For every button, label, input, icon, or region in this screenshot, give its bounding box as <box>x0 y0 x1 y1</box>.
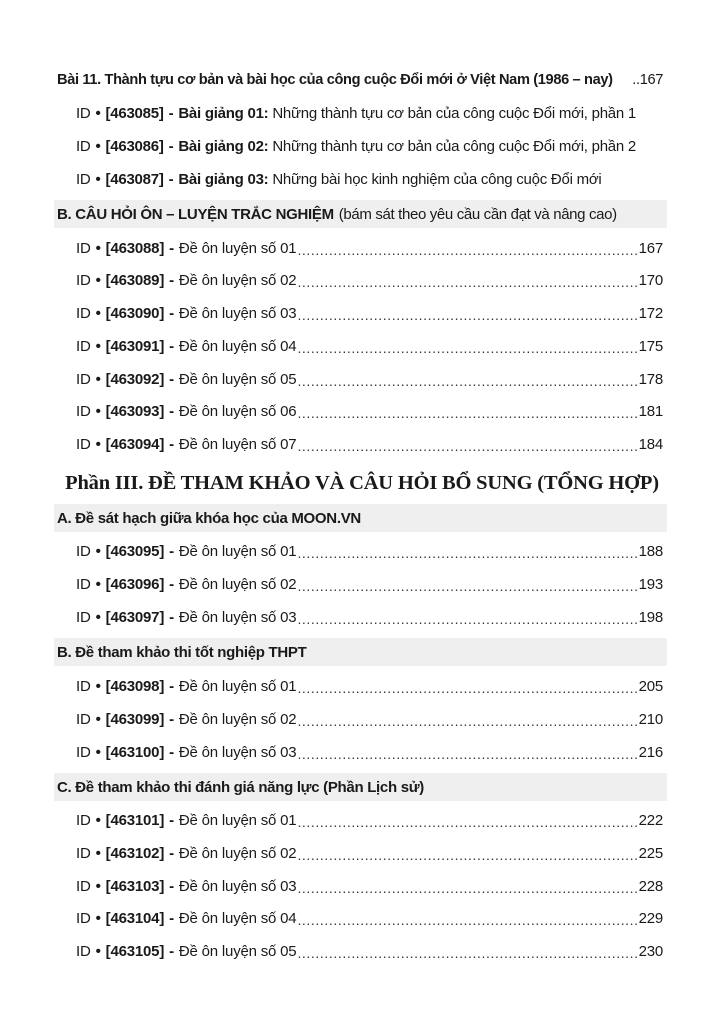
page-number: 230 <box>638 942 663 960</box>
toc-entry[interactable] <box>76 937 663 965</box>
dot-leader <box>297 814 637 829</box>
entry-title: Đề ôn luyện số 02 <box>178 575 297 593</box>
id-label: ID <box>76 304 91 322</box>
entry-title: Đề ôn luyện số 03 <box>178 608 297 626</box>
entry-id: [463105] <box>105 942 165 960</box>
page-number: 188 <box>638 542 663 560</box>
page-number: 170 <box>638 271 663 289</box>
bullet-icon: • <box>95 370 101 388</box>
lecture-id: [463086] <box>105 137 164 155</box>
id-label: ID <box>76 877 91 895</box>
separator-dash: - <box>169 239 174 257</box>
separator-dash: - <box>169 271 174 289</box>
entry-title: Đề ôn luyện số 05 <box>178 942 297 960</box>
id-label: ID <box>76 370 91 388</box>
separator-dash: - <box>169 811 174 829</box>
section-title: B. Đề tham khảo thi tốt nghiệp THPT <box>57 643 307 661</box>
page-number: 228 <box>638 877 663 895</box>
page-number: 181 <box>638 402 663 420</box>
entry-title: Đề ôn luyện số 01 <box>178 811 297 829</box>
section-title: C. Đề tham khảo thi đánh giá năng lực (Phần Lịch sử) <box>57 778 424 796</box>
id-label: ID <box>76 942 91 960</box>
entry-title: Đề ôn luyện số 02 <box>178 844 297 862</box>
page-number: 225 <box>638 844 663 862</box>
entry-id: [463093] <box>105 402 165 420</box>
section-title: A. Đề sát hạch giữa khóa học của MOON.VN <box>57 509 361 527</box>
entry-title: Đề ôn luyện số 04 <box>178 337 297 355</box>
entry-title: Đề ôn luyện số 01 <box>178 677 297 695</box>
lecture-id: [463087] <box>105 170 164 188</box>
entry-title: Đề ôn luyện số 04 <box>178 909 297 927</box>
toc-entry[interactable] <box>76 299 663 327</box>
page-number: 178 <box>638 370 663 388</box>
separator-dash: - <box>169 435 174 453</box>
id-label: ID <box>76 811 91 829</box>
separator-dash: - <box>169 575 174 593</box>
lecture-entry[interactable] <box>76 165 666 193</box>
separator-dash: - <box>169 844 174 862</box>
bullet-icon: • <box>95 271 101 289</box>
toc-entry[interactable] <box>76 806 663 834</box>
entry-id: [463098] <box>105 677 165 695</box>
id-label: ID <box>76 575 91 593</box>
entry-title: Đề ôn luyện số 02 <box>178 710 297 728</box>
id-label: ID <box>76 402 91 420</box>
entry-id: [463101] <box>105 811 165 829</box>
section-subtitle: (bám sát theo yêu cầu cần đạt và nâng cao) <box>338 205 617 223</box>
dot-leader <box>297 438 637 453</box>
toc-entry[interactable] <box>76 872 663 900</box>
dot-leader <box>297 611 637 626</box>
id-label: ID <box>76 608 91 626</box>
entry-id: [463099] <box>105 710 165 728</box>
dot-leader <box>297 912 637 927</box>
bullet-icon: • <box>95 677 101 695</box>
entry-title: Đề ôn luyện số 01 <box>178 542 297 560</box>
id-label: ID <box>76 677 91 695</box>
part3-section-c-header <box>54 773 667 801</box>
id-label: ID <box>76 710 91 728</box>
lecture-text: Những thành tựu cơ bản của công cuộc Đổi mới, phần 1 <box>272 104 636 122</box>
page-number: 167 <box>638 239 663 257</box>
page-number: 198 <box>638 608 663 626</box>
dot-leader <box>297 578 637 593</box>
dot-leader <box>297 545 637 560</box>
id-label: ID <box>76 844 91 862</box>
separator-dash: - <box>169 677 174 695</box>
bullet-icon: • <box>95 743 101 761</box>
toc-entry[interactable] <box>76 234 663 262</box>
entry-id: [463103] <box>105 877 165 895</box>
entry-id: [463088] <box>105 239 165 257</box>
bullet-icon: • <box>95 170 101 188</box>
dot-leader <box>297 945 637 960</box>
lecture-id: [463085] <box>105 104 164 122</box>
page-number: 216 <box>638 743 663 761</box>
bullet-icon: • <box>95 542 101 560</box>
bullet-icon: • <box>95 239 101 257</box>
dot-leader <box>297 847 637 862</box>
id-label: ID <box>76 542 91 560</box>
toc-entry[interactable] <box>76 570 663 598</box>
bullet-icon: • <box>95 844 101 862</box>
page-number: 184 <box>638 435 663 453</box>
toc-entry[interactable] <box>76 738 663 766</box>
dot-leader <box>297 746 637 761</box>
id-label: ID <box>76 239 91 257</box>
id-label: ID <box>76 909 91 927</box>
entry-title: Đề ôn luyện số 07 <box>178 435 297 453</box>
bullet-icon: • <box>95 710 101 728</box>
separator-dash: - <box>169 304 174 322</box>
separator-dash: - <box>169 877 174 895</box>
separator-dash: - <box>169 743 174 761</box>
page-number: 222 <box>638 811 663 829</box>
separator-dash: - <box>168 137 174 155</box>
dot-leader <box>297 274 637 289</box>
entry-title: Đề ôn luyện số 05 <box>178 370 297 388</box>
bullet-icon: • <box>95 337 101 355</box>
lecture-text: Những thành tựu cơ bản của công cuộc Đổi mới, phần 2 <box>272 137 636 155</box>
separator-dash: - <box>169 337 174 355</box>
part3-section-a-header <box>54 504 667 532</box>
entry-title: Đề ôn luyện số 03 <box>178 743 297 761</box>
separator-dash: - <box>169 370 174 388</box>
bullet-icon: • <box>95 877 101 895</box>
dot-leader <box>297 307 637 322</box>
id-label: ID <box>76 104 91 122</box>
entry-id: [463095] <box>105 542 165 560</box>
toc-entry[interactable] <box>76 430 663 458</box>
separator-dash: - <box>169 402 174 420</box>
bullet-icon: • <box>95 104 101 122</box>
entry-id: [463102] <box>105 844 165 862</box>
entry-id: [463096] <box>105 575 165 593</box>
page-number: 210 <box>638 710 663 728</box>
entry-title: Đề ôn luyện số 03 <box>178 304 297 322</box>
separator-dash: - <box>169 608 174 626</box>
page-number: 229 <box>638 909 663 927</box>
page-number: 175 <box>638 337 663 355</box>
lecture-text: Những bài học kinh nghiệm của công cuộc Đổi mới <box>272 170 602 188</box>
toc-entry[interactable] <box>76 705 663 733</box>
toc-entry[interactable] <box>76 332 663 360</box>
id-label: ID <box>76 743 91 761</box>
bullet-icon: • <box>95 909 101 927</box>
dot-leader <box>297 405 637 420</box>
entry-id: [463091] <box>105 337 165 355</box>
bullet-icon: • <box>95 304 101 322</box>
lesson-title: Bài 11. Thành tựu cơ bản và bài học của công cuộc Đổi mới ở Việt Nam (1986 – nay) <box>57 72 613 88</box>
dot-leader <box>297 880 637 895</box>
separator-dash: - <box>168 170 174 188</box>
id-label: ID <box>76 170 91 188</box>
lecture-label: Bài giảng 01: <box>178 104 269 122</box>
entry-id: [463100] <box>105 743 165 761</box>
entry-title: Đề ôn luyện số 06 <box>178 402 297 420</box>
bullet-icon: • <box>95 608 101 626</box>
lecture-entry[interactable] <box>76 99 666 127</box>
bullet-icon: • <box>95 811 101 829</box>
separator-dash: - <box>169 909 174 927</box>
separator-dash: - <box>169 942 174 960</box>
page-number: 205 <box>638 677 663 695</box>
bullet-icon: • <box>95 137 101 155</box>
section-b-quiz-header <box>54 200 667 228</box>
toc-entry[interactable] <box>76 904 663 932</box>
lecture-label: Bài giảng 02: <box>178 137 269 155</box>
bullet-icon: • <box>95 402 101 420</box>
entry-id: [463097] <box>105 608 165 626</box>
dot-leader <box>297 713 637 728</box>
lecture-label: Bài giảng 03: <box>178 170 269 188</box>
id-label: ID <box>76 271 91 289</box>
part-3-heading: Phần III. ĐỀ THAM KHẢO VÀ CÂU HỎI BỔ SUNG (TỔNG HỢP) <box>65 471 659 494</box>
toc-entry[interactable] <box>76 266 663 294</box>
lesson-11-entry[interactable] <box>57 66 663 94</box>
id-label: ID <box>76 435 91 453</box>
entry-id: [463092] <box>105 370 165 388</box>
entry-title: Đề ôn luyện số 03 <box>178 877 297 895</box>
entry-id: [463090] <box>105 304 165 322</box>
id-label: ID <box>76 137 91 155</box>
dot-leader <box>297 242 637 257</box>
dot-leader <box>297 340 637 355</box>
entry-title: Đề ôn luyện số 01 <box>178 239 297 257</box>
entry-title: Đề ôn luyện số 02 <box>178 271 297 289</box>
dot-leader <box>297 373 637 388</box>
part3-section-b-header <box>54 638 667 666</box>
dot-leader <box>297 680 637 695</box>
entry-id: [463089] <box>105 271 165 289</box>
page-number: ..167 <box>632 72 663 88</box>
bullet-icon: • <box>95 942 101 960</box>
toc-entry[interactable] <box>76 365 663 393</box>
bullet-icon: • <box>95 575 101 593</box>
separator-dash: - <box>169 710 174 728</box>
separator-dash: - <box>169 542 174 560</box>
page-number: 172 <box>638 304 663 322</box>
page-number: 193 <box>638 575 663 593</box>
toc-entry[interactable] <box>76 672 663 700</box>
toc-entry[interactable] <box>76 397 663 425</box>
toc-entry[interactable] <box>76 537 663 565</box>
bullet-icon: • <box>95 435 101 453</box>
entry-id: [463094] <box>105 435 165 453</box>
toc-entry[interactable] <box>76 839 663 867</box>
toc-entry[interactable] <box>76 603 663 631</box>
section-title: B. CÂU HỎI ÔN – LUYỆN TRẮC NGHIỆM <box>57 205 334 223</box>
separator-dash: - <box>168 104 174 122</box>
id-label: ID <box>76 337 91 355</box>
entry-id: [463104] <box>105 909 165 927</box>
lecture-entry[interactable] <box>76 132 666 160</box>
